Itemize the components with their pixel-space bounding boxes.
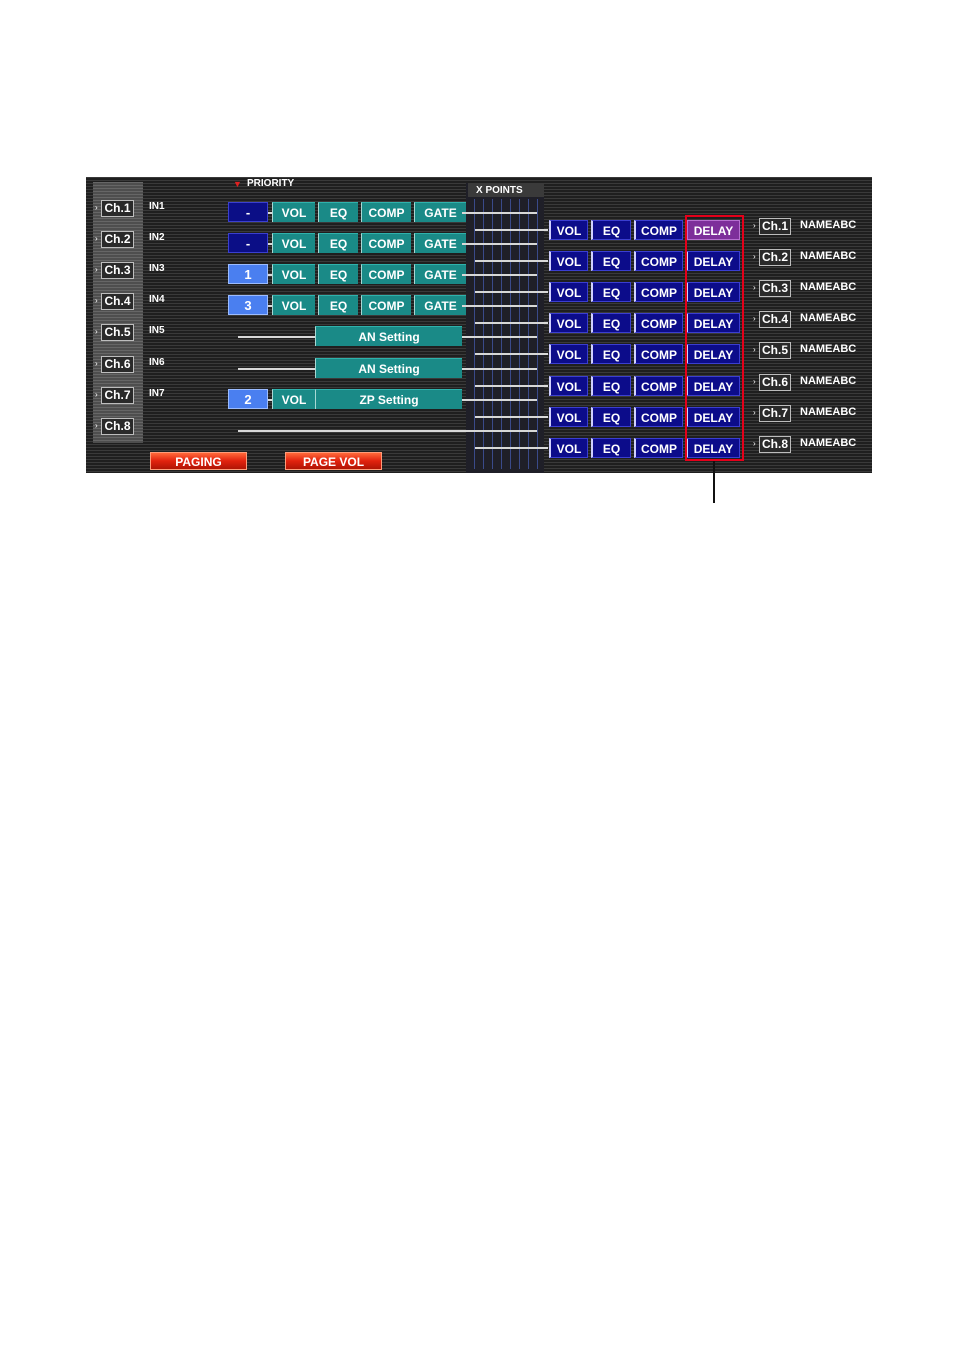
output-vol-button-2[interactable]: VOL [549,251,588,271]
output-ch-button-4[interactable]: Ch.4 [759,311,791,328]
output-delay-button-7[interactable]: DELAY [686,407,740,427]
output-delay-button-2[interactable]: DELAY [686,251,740,271]
input-ch-button-3[interactable]: Ch.3 [101,262,134,279]
output-delay-button-8[interactable]: DELAY [686,438,740,458]
delay-column-highlight [685,215,744,461]
signal-line [475,291,548,293]
priority-arrow-icon: ▼ [233,179,242,189]
input-vol-button-4[interactable]: VOL [272,295,315,315]
signal-line [462,336,537,338]
page-vol-button[interactable]: PAGE VOL [285,452,382,470]
input-vol-button-3[interactable]: VOL [272,264,315,284]
crosspoint-grid-line [519,199,520,469]
input-label-2: IN2 [149,232,165,243]
signal-line [475,229,548,231]
input-comp-button-4[interactable]: COMP [361,295,411,315]
input-eq-button-1[interactable]: EQ [318,202,358,222]
input-ch-button-4[interactable]: Ch.4 [101,293,134,310]
output-vol-button-5[interactable]: VOL [549,344,588,364]
arrow-icon: › [753,345,756,354]
priority-box-1[interactable]: - [228,202,268,222]
input-label-7: IN7 [149,388,165,399]
output-eq-button-7[interactable]: EQ [591,407,631,427]
signal-line [475,322,548,324]
output-eq-button-2[interactable]: EQ [591,251,631,271]
output-name-label-3: NAMEABC [800,281,857,293]
input-ch-button-6[interactable]: Ch.6 [101,356,134,373]
signal-line [462,399,537,401]
output-delay-button-3[interactable]: DELAY [686,282,740,302]
signal-line [462,305,537,307]
arrow-icon: › [95,421,98,430]
output-name-label-6: NAMEABC [800,375,857,387]
output-eq-button-8[interactable]: EQ [591,438,631,458]
input-gate-button-1[interactable]: GATE [414,202,466,222]
input-comp-button-2[interactable]: COMP [361,233,411,253]
input-ch-button-7[interactable]: Ch.7 [101,387,134,404]
priority-box-3[interactable]: 1 [228,264,268,284]
input-label-4: IN4 [149,294,165,305]
output-name-label-5: NAMEABC [800,343,857,355]
input-label-6: IN6 [149,357,165,368]
output-ch-button-2[interactable]: Ch.2 [759,249,791,266]
crosspoint-grid-line [510,199,511,469]
input-vol-button-1[interactable]: VOL [272,202,315,222]
output-delay-button-4[interactable]: DELAY [686,313,740,333]
crosspoint-grid-line [492,199,493,469]
input-comp-button-1[interactable]: COMP [361,202,411,222]
input-label-1: IN1 [149,201,165,212]
an-setting-button-5[interactable]: AN Setting [315,326,462,346]
zp-setting-button[interactable]: ZP Setting [315,389,462,409]
output-comp-button-3[interactable]: COMP [634,282,683,302]
output-name-label-4: NAMEABC [800,312,857,324]
input-label-3: IN3 [149,263,165,274]
output-comp-button-5[interactable]: COMP [634,344,683,364]
output-comp-button-1[interactable]: COMP [634,220,683,240]
input-eq-button-4[interactable]: EQ [318,295,358,315]
output-delay-button-6[interactable]: DELAY [686,376,740,396]
output-ch-button-6[interactable]: Ch.6 [759,374,791,391]
signal-line [238,430,537,432]
input-ch-button-2[interactable]: Ch.2 [101,231,134,248]
output-name-label-7: NAMEABC [800,406,857,418]
output-name-label-2: NAMEABC [800,250,857,262]
crosspoint-grid-line [528,199,529,469]
paging-button[interactable]: PAGING [150,452,247,470]
signal-line [462,274,537,276]
output-ch-button-8[interactable]: Ch.8 [759,436,791,453]
output-name-label-8: NAMEABC [800,437,857,449]
output-eq-button-1[interactable]: EQ [591,220,631,240]
crosspoint-grid-line [483,199,484,469]
signal-line [475,260,548,262]
input-vol-button-2[interactable]: VOL [272,233,315,253]
input-comp-button-3[interactable]: COMP [361,264,411,284]
signal-line [475,385,548,387]
input-ch-button-1[interactable]: Ch.1 [101,200,134,217]
arrow-icon: › [95,203,98,212]
mixer-panel [86,177,872,473]
output-eq-button-6[interactable]: EQ [591,376,631,396]
arrow-icon: › [753,221,756,230]
output-vol-button-1[interactable]: VOL [549,220,588,240]
signal-line [475,353,548,355]
arrow-icon: › [95,296,98,305]
output-comp-button-8[interactable]: COMP [634,438,683,458]
arrow-icon: › [753,314,756,323]
input-eq-button-2[interactable]: EQ [318,233,358,253]
arrow-icon: › [753,408,756,417]
output-eq-button-3[interactable]: EQ [591,282,631,302]
signal-line [462,212,537,214]
output-eq-button-4[interactable]: EQ [591,313,631,333]
output-ch-button-3[interactable]: Ch.3 [759,280,791,297]
signal-line [462,368,537,370]
output-delay-button-1[interactable]: DELAY [686,220,740,240]
output-ch-button-7[interactable]: Ch.7 [759,405,791,422]
callout-line [713,461,715,503]
input-gate-button-4[interactable]: GATE [414,295,466,315]
arrow-icon: › [95,234,98,243]
output-name-label-1: NAMEABC [800,219,857,231]
priority-box-2[interactable]: - [228,233,268,253]
input-eq-button-3[interactable]: EQ [318,264,358,284]
priority-label: PRIORITY [247,178,295,189]
xpoints-label: X POINTS [476,185,523,196]
arrow-icon: › [95,359,98,368]
arrow-icon: › [95,390,98,399]
crosspoint-grid-line [501,199,502,469]
input-label-5: IN5 [149,325,165,336]
output-eq-button-5[interactable]: EQ [591,344,631,364]
input-ch-button-5[interactable]: Ch.5 [101,324,134,341]
signal-line [462,243,537,245]
output-vol-button-6[interactable]: VOL [549,376,588,396]
an-setting-button-6[interactable]: AN Setting [315,358,462,378]
output-ch-button-1[interactable]: Ch.1 [759,218,791,235]
input-ch-button-8[interactable]: Ch.8 [101,418,134,435]
arrow-icon: › [753,439,756,448]
signal-line [475,416,548,418]
output-comp-button-4[interactable]: COMP [634,313,683,333]
crosspoint-grid-line [474,199,475,469]
output-ch-button-5[interactable]: Ch.5 [759,342,791,359]
input-gate-button-3[interactable]: GATE [414,264,466,284]
input-gate-button-2[interactable]: GATE [414,233,466,253]
crosspoint-grid-line [537,199,538,469]
output-vol-button-4[interactable]: VOL [549,313,588,333]
output-vol-button-3[interactable]: VOL [549,282,588,302]
arrow-icon: › [95,265,98,274]
signal-line [238,368,315,370]
output-vol-button-7[interactable]: VOL [549,407,588,427]
arrow-icon: › [95,327,98,336]
output-comp-button-7[interactable]: COMP [634,407,683,427]
arrow-icon: › [753,283,756,292]
priority-box-4[interactable]: 3 [228,295,268,315]
input-vol-button-7[interactable]: VOL [272,389,315,409]
output-comp-button-2[interactable]: COMP [634,251,683,271]
output-delay-button-5[interactable]: DELAY [686,344,740,364]
signal-line [475,447,548,449]
priority-box-7[interactable]: 2 [228,389,268,409]
output-comp-button-6[interactable]: COMP [634,376,683,396]
arrow-icon: › [753,252,756,261]
signal-line [238,336,315,338]
arrow-icon: › [753,377,756,386]
output-vol-button-8[interactable]: VOL [549,438,588,458]
